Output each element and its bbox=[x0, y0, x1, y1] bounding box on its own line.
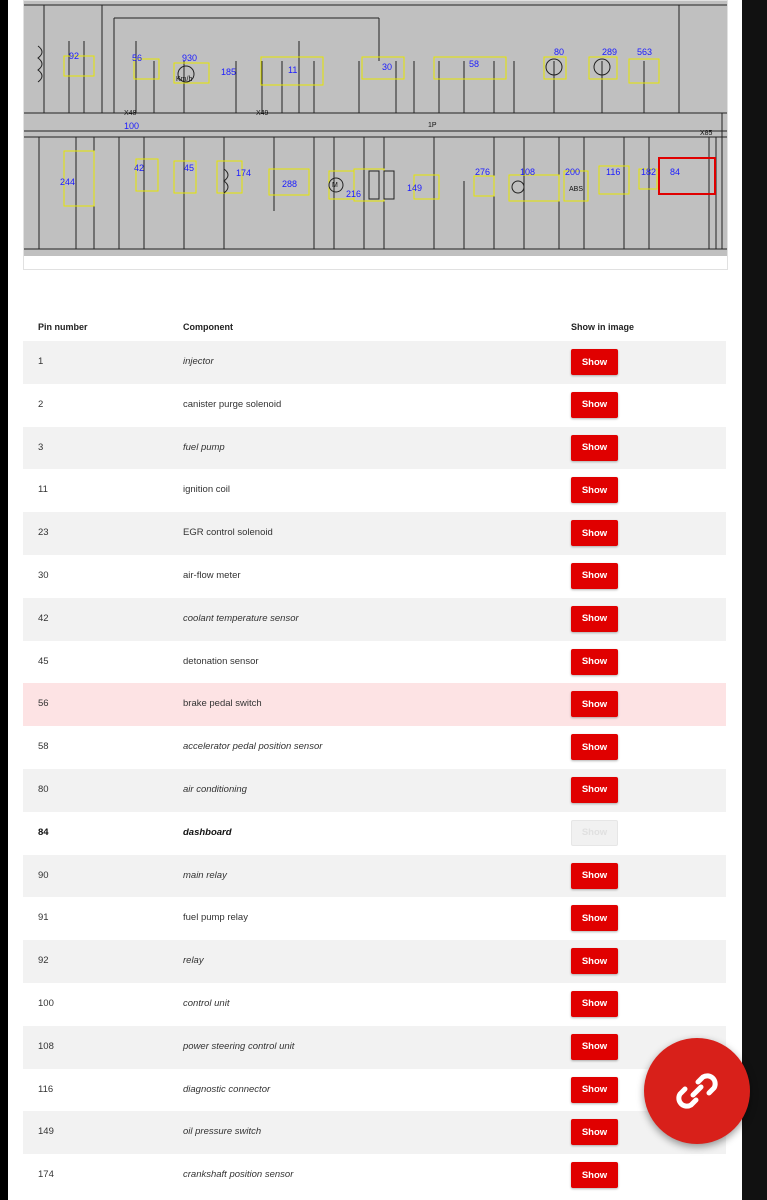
pin-number-cell: 116 bbox=[38, 1083, 54, 1095]
diagram-label-289: 289 bbox=[602, 47, 618, 57]
diagram-label-58: 58 bbox=[469, 59, 480, 69]
table-row bbox=[23, 1069, 726, 1112]
show-in-image-button[interactable]: Show bbox=[571, 349, 618, 375]
diagram-connector-x49: X49 bbox=[256, 110, 269, 117]
table-row bbox=[23, 1111, 726, 1154]
diagram-label-174: 174 bbox=[236, 168, 252, 178]
share-link-button[interactable] bbox=[644, 1038, 750, 1144]
diagram-label-100: 100 bbox=[124, 121, 140, 131]
show-in-image-button[interactable]: Show bbox=[571, 777, 618, 803]
pin-number-cell: 174 bbox=[38, 1169, 54, 1181]
show-in-image-button[interactable]: Show bbox=[571, 863, 618, 889]
show-in-image-button[interactable]: Show bbox=[571, 520, 618, 546]
table-row bbox=[23, 983, 726, 1026]
pin-number-cell: 11 bbox=[38, 484, 48, 496]
table-row bbox=[23, 469, 726, 512]
header-component: Component bbox=[183, 322, 233, 332]
wiring-diagram-svg bbox=[24, 1, 727, 256]
pin-number-cell: 84 bbox=[38, 826, 49, 838]
diagram-label-244: 244 bbox=[60, 177, 76, 187]
diagram-connector-1p: 1P bbox=[428, 122, 437, 129]
component-cell: dashboard bbox=[183, 826, 232, 838]
component-cell: fuel pump relay bbox=[183, 912, 248, 924]
show-in-image-button[interactable]: Show bbox=[571, 1077, 618, 1103]
diagram-label-45: 45 bbox=[184, 163, 195, 173]
diagram-connector-m: M bbox=[332, 182, 338, 189]
diagram-label-108: 108 bbox=[520, 167, 536, 177]
table-row bbox=[23, 855, 726, 898]
component-cell: coolant temperature sensor bbox=[183, 612, 299, 624]
table-row bbox=[23, 512, 726, 555]
diagram-label-200: 200 bbox=[565, 167, 581, 177]
diagram-label-563: 563 bbox=[637, 47, 653, 57]
scrollbar-track[interactable] bbox=[742, 0, 767, 1200]
diagram-label-185: 185 bbox=[221, 67, 237, 77]
table-row bbox=[23, 341, 726, 384]
diagram-label-42: 42 bbox=[134, 163, 145, 173]
pin-number-cell: 1 bbox=[38, 356, 44, 367]
show-in-image-button[interactable]: Show bbox=[571, 563, 618, 589]
component-cell: ignition coil bbox=[183, 484, 230, 496]
table-row bbox=[23, 726, 726, 769]
table-row bbox=[23, 769, 726, 812]
table-row bbox=[23, 641, 726, 684]
diagram-label-84: 84 bbox=[670, 167, 681, 177]
link-icon bbox=[671, 1065, 723, 1117]
diagram-label-216: 216 bbox=[346, 189, 362, 199]
diagram-connector-abs: ABS bbox=[569, 186, 584, 193]
diagram-label-116: 116 bbox=[606, 167, 621, 177]
table-row bbox=[23, 1154, 726, 1197]
component-cell: oil pressure switch bbox=[183, 1126, 262, 1138]
pin-number-cell: 30 bbox=[38, 569, 49, 581]
component-cell: detonation sensor bbox=[183, 655, 259, 667]
show-in-image-button[interactable]: Show bbox=[571, 1034, 618, 1060]
pin-number-cell: 2 bbox=[38, 398, 44, 410]
table-row bbox=[23, 1026, 726, 1069]
pin-number-cell: 91 bbox=[38, 912, 49, 924]
table-row bbox=[23, 427, 726, 470]
table-row bbox=[23, 384, 726, 427]
show-in-image-button[interactable]: Show bbox=[571, 734, 618, 760]
diagram-label-149: 149 bbox=[407, 183, 423, 193]
diagram-connector-x48: X48 bbox=[124, 110, 137, 117]
diagram-label-80: 80 bbox=[554, 47, 565, 57]
table-row bbox=[23, 812, 726, 855]
diagram-label-11: 11 bbox=[288, 65, 298, 75]
component-cell: air conditioning bbox=[183, 783, 247, 795]
component-cell: canister purge solenoid bbox=[183, 398, 282, 410]
show-in-image-button[interactable]: Show bbox=[571, 1162, 618, 1188]
component-cell: EGR control solenoid bbox=[183, 527, 273, 539]
pin-number-cell: 56 bbox=[38, 698, 49, 710]
component-cell: accelerator pedal position sensor bbox=[183, 741, 323, 753]
component-cell: crankshaft position sensor bbox=[183, 1169, 294, 1181]
component-cell: diagnostic connector bbox=[183, 1083, 271, 1095]
component-cell: power steering control unit bbox=[183, 1040, 295, 1052]
table-row bbox=[23, 555, 726, 598]
pin-number-cell: 108 bbox=[38, 1040, 54, 1052]
component-cell: air-flow meter bbox=[183, 569, 241, 581]
pin-number-cell: 90 bbox=[38, 869, 49, 881]
show-in-image-button[interactable]: Show bbox=[571, 991, 618, 1017]
component-cell: relay bbox=[183, 955, 204, 967]
diagram-label-276: 276 bbox=[475, 167, 491, 177]
table-header bbox=[23, 315, 726, 341]
show-in-image-button[interactable]: Show bbox=[571, 435, 618, 461]
pin-number-cell: 149 bbox=[38, 1126, 54, 1138]
show-in-image-button[interactable]: Show bbox=[571, 649, 618, 675]
pin-number-cell: 80 bbox=[38, 783, 49, 795]
pin-table-body bbox=[23, 341, 726, 1197]
diagram-connector-x85: X85 bbox=[700, 130, 713, 137]
diagram-label-30: 30 bbox=[382, 62, 393, 72]
table-row bbox=[23, 683, 726, 726]
diagram-label-92: 92 bbox=[69, 51, 80, 61]
component-cell: control unit bbox=[183, 997, 230, 1009]
header-pin-number: Pin number bbox=[38, 322, 88, 332]
table-row bbox=[23, 897, 726, 940]
table-row bbox=[23, 940, 726, 983]
pin-number-cell: 100 bbox=[38, 997, 54, 1009]
header-show-in-image: Show in image bbox=[571, 322, 635, 332]
pin-number-cell: 58 bbox=[38, 741, 49, 753]
pin-number-cell: 45 bbox=[38, 655, 49, 667]
pin-number-cell: 3 bbox=[38, 441, 44, 453]
pin-number-cell: 42 bbox=[38, 612, 49, 624]
diagram-connector-km/h: Km/h bbox=[176, 76, 193, 83]
diagram-label-930: 930 bbox=[182, 53, 198, 63]
show-in-image-button[interactable]: Show bbox=[571, 606, 618, 632]
show-in-image-button[interactable]: Show bbox=[571, 948, 618, 974]
show-in-image-button[interactable]: Show bbox=[571, 905, 618, 931]
pin-number-cell: 92 bbox=[38, 955, 49, 967]
diagram-label-182: 182 bbox=[641, 167, 657, 177]
show-in-image-button[interactable]: Show bbox=[571, 820, 618, 846]
diagram-label-288: 288 bbox=[282, 179, 298, 189]
diagram-label-56: 56 bbox=[132, 53, 143, 63]
component-cell: brake pedal switch bbox=[183, 698, 262, 710]
component-cell: fuel pump bbox=[183, 441, 225, 453]
show-in-image-button[interactable]: Show bbox=[571, 392, 618, 418]
show-in-image-button[interactable]: Show bbox=[571, 1119, 618, 1145]
wiring-diagram bbox=[23, 0, 728, 270]
show-in-image-button[interactable]: Show bbox=[571, 477, 618, 503]
page bbox=[8, 0, 742, 1200]
pin-number-cell: 23 bbox=[38, 527, 49, 539]
component-cell: injector bbox=[183, 356, 214, 367]
show-in-image-button[interactable]: Show bbox=[571, 691, 618, 717]
component-cell: main relay bbox=[183, 869, 227, 881]
table-row bbox=[23, 598, 726, 641]
